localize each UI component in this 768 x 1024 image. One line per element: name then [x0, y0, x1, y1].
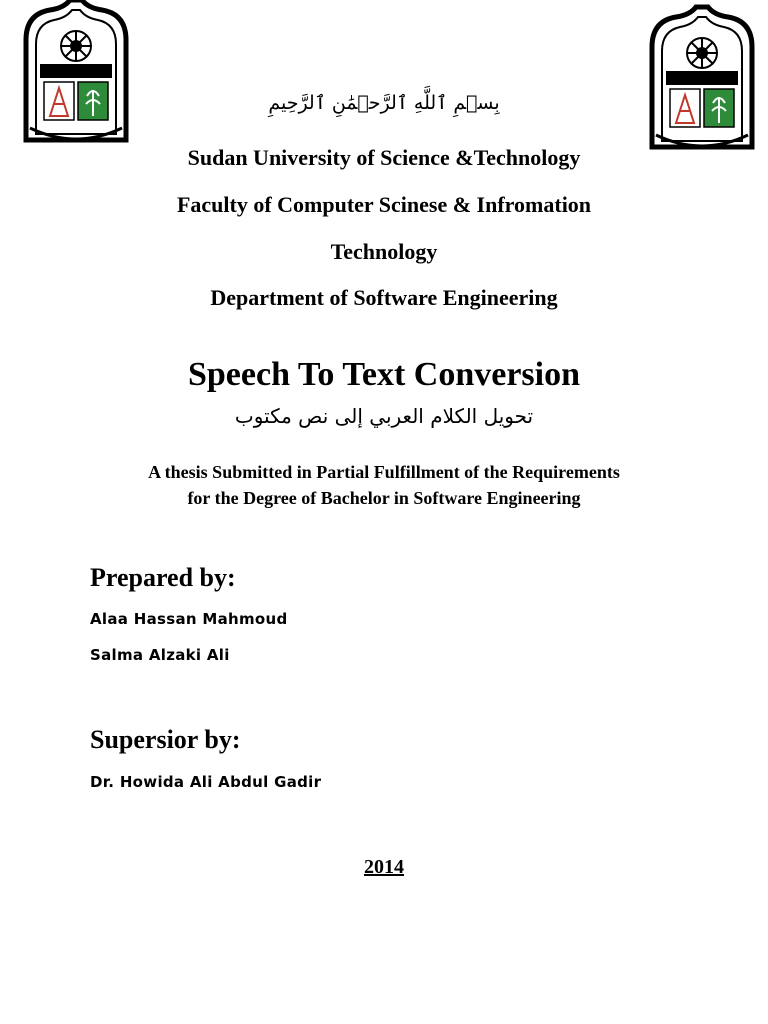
university-logo-right — [646, 2, 758, 158]
author-name: Salma Alzaki Ali — [90, 646, 230, 664]
department-name: Department of Software Engineering — [210, 285, 558, 310]
author-name: Alaa Hassan Mahmoud — [90, 610, 288, 628]
thesis-statement-line1: A thesis Submitted in Partial Fulfillment of the Requirements — [148, 462, 620, 482]
thesis-statement-line2: for the Degree of Bachelor in Software Engineering — [187, 488, 581, 508]
thesis-title-arabic: تحويل الكلام العربي إلى نص مكتوب — [234, 404, 534, 428]
supervisor-name: Dr. Howida Ali Abdul Gadir — [90, 773, 322, 791]
year: 2014 — [364, 856, 404, 878]
basmala: بِسۡمِ ٱللَّهِ ٱلرَّحۡمَٰنِ ٱلرَّحِيمِ — [268, 92, 500, 114]
prepared-by-heading: Prepared by: — [90, 563, 236, 592]
university-logo-left — [20, 0, 132, 146]
university-name: Sudan University of Science &Technology — [187, 145, 581, 170]
faculty-name-line1: Faculty of Computer Scinese & Infromation — [176, 192, 592, 217]
faculty-name-line2: Technology — [330, 239, 438, 264]
crest-emblem-icon — [20, 0, 132, 146]
crest-emblem-icon — [646, 2, 758, 158]
thesis-title: Speech To Text Conversion — [187, 356, 581, 393]
supervisor-heading: Supersior by: — [90, 725, 241, 754]
